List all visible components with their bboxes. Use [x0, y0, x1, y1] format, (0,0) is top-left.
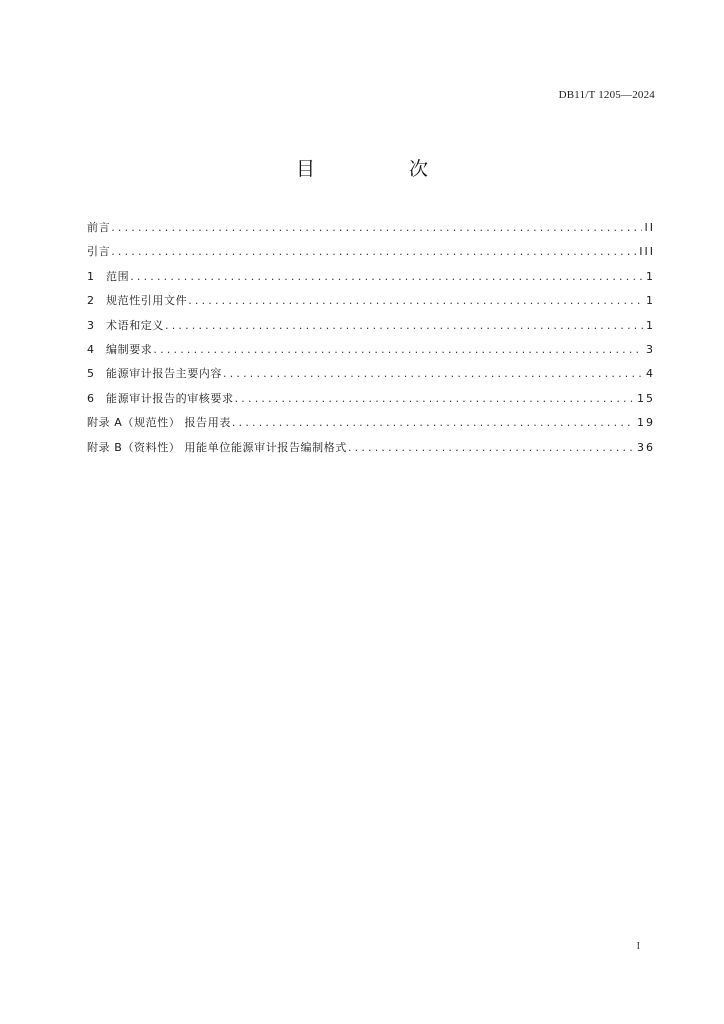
toc-entry-label: 附录 A（规范性） 报告用表: [87, 416, 231, 430]
standard-code: DB11/T 1205—2024: [558, 89, 655, 101]
table-of-contents: [87, 219, 655, 463]
toc-entry-page: 19: [637, 416, 655, 430]
toc-entry-label: 能源审计报告的审核要求: [106, 391, 234, 405]
page-number: I: [636, 941, 640, 952]
toc-entry-label: 前言: [87, 221, 111, 234]
toc-entry-label: 能源审计报告主要内容: [106, 367, 222, 381]
toc-entry-label: 规范性引用文件: [106, 294, 188, 308]
toc-entry-page: 36: [637, 440, 655, 454]
toc-leader-dots: [153, 343, 643, 356]
toc-entry-appendix-b[interactable]: [87, 439, 655, 463]
toc-leader-dots: [235, 392, 634, 405]
toc-entry-number: 2: [87, 294, 94, 308]
toc-leader-dots: [223, 367, 643, 380]
toc-leader-dots: [130, 270, 643, 283]
toc-entry-label: 编制要求: [106, 342, 153, 356]
toc-entry-number: 6: [87, 391, 94, 405]
toc-leader-dots: [111, 221, 641, 234]
toc-entry-terms-definitions[interactable]: [87, 317, 655, 341]
toc-entry-label: 术语和定义: [106, 318, 164, 332]
toc-entry-report-main-content[interactable]: [87, 365, 655, 389]
toc-leader-dots: [348, 441, 634, 454]
toc-entry-label: 范围: [106, 269, 130, 283]
toc-entry-page: 1: [646, 318, 655, 332]
toc-entry-page: II: [644, 221, 655, 234]
toc-entry-introduction[interactable]: [87, 243, 655, 267]
toc-entry-review-requirements[interactable]: [87, 390, 655, 414]
toc-entry-number: 1: [87, 269, 94, 283]
toc-entry-label: 引言: [87, 245, 111, 259]
toc-entry-page: 4: [646, 367, 655, 381]
toc-leader-dots: [188, 294, 643, 307]
toc-leader-dots: [165, 319, 643, 332]
toc-entry-number: 4: [87, 342, 94, 356]
toc-leader-dots: [232, 416, 634, 429]
toc-entry-label: 附录 B（资料性） 用能单位能源审计报告编制格式: [87, 440, 347, 454]
page-title: 目 次: [295, 158, 473, 180]
toc-entry-page: 3: [646, 342, 655, 356]
toc-entry-page: 15: [637, 391, 655, 405]
toc-entry-number: 5: [87, 367, 94, 381]
toc-entry-normative-references[interactable]: [87, 292, 655, 316]
toc-entry-foreword[interactable]: [87, 219, 655, 243]
toc-entry-appendix-a[interactable]: [87, 414, 655, 438]
toc-entry-page: 1: [646, 269, 655, 283]
toc-entry-page: III: [639, 245, 655, 259]
toc-entry-compilation-requirements[interactable]: [87, 341, 655, 365]
toc-entry-number: 3: [87, 318, 94, 332]
toc-entry-scope[interactable]: [87, 268, 655, 292]
toc-entry-page: 1: [646, 294, 655, 308]
toc-leader-dots: [111, 245, 636, 258]
